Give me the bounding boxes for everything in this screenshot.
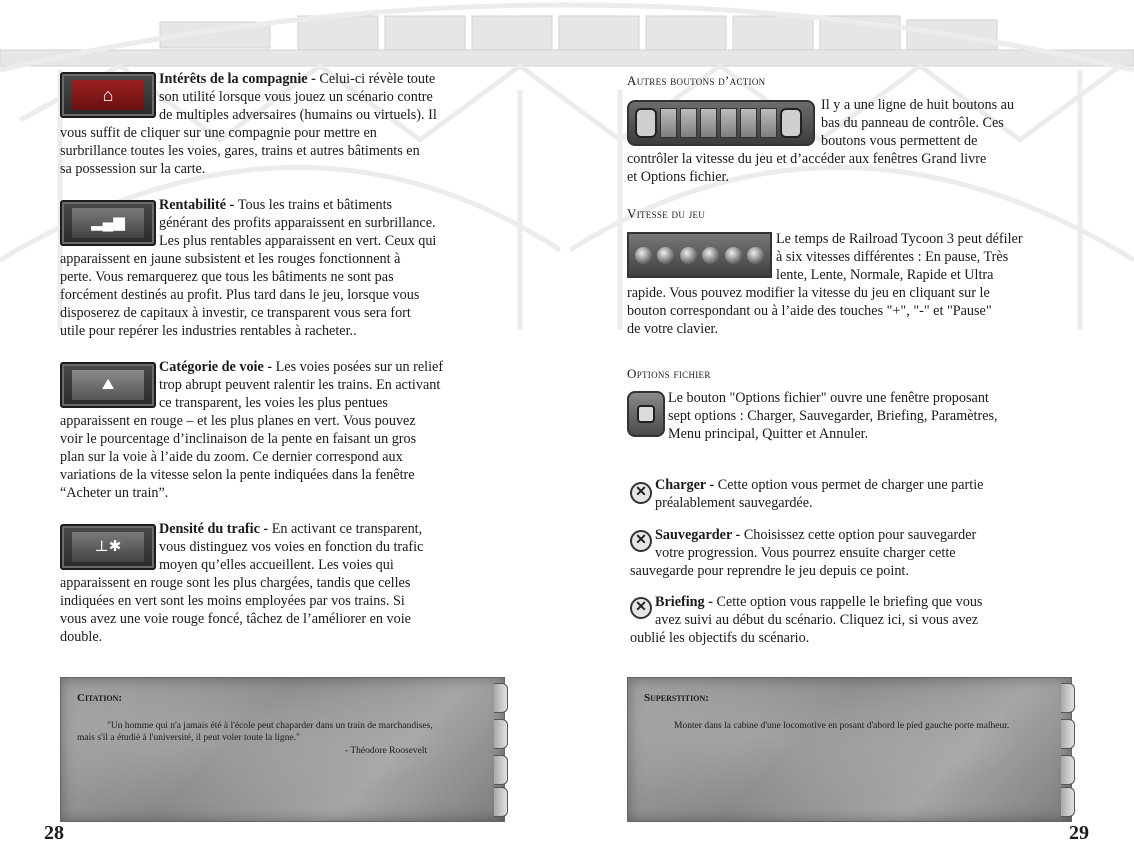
superstition-title: Superstition: — [644, 692, 709, 704]
file-options-icon — [627, 391, 665, 437]
page-number: 28 — [44, 822, 64, 844]
file-options-entry: Le bouton "Options fichier" ouvre une fenêtre proposant sept options : Charger, Sauvegarder, Briefing, Paramètres, Menu principal, Quitter et Annuler. — [627, 389, 1072, 443]
right-page — [567, 0, 1134, 851]
traffic-density-icon: ⊥✱ — [60, 524, 156, 570]
profitability-entry: ▂▄▆ Rentabilité - Tous les trains et bâtiments générant des profits apparaissent en surbrillance. Les plus rentables apparaissent en vert. Ceux qui apparaissent en jaune subsistent et les rouges fonctionnent à perte. Vous remarquerez que tous les bâtiments ne sont pas forcément destinés au profit. Plus tard dans le jeu, lorsque vous disposerez de capitaux à investir, ce transparent vous sera fort utile pour repérer les industries rentables à racheter.. — [60, 197, 437, 339]
superstition-body: Monter dans la cabine d'une locomotive en posant d'abord le pied gauche porte malheur. — [674, 721, 1010, 731]
load-option: ✕ Charger - Cette option vous permet de charger une partie préalablement sauvegardée. — [630, 476, 1070, 512]
profitability-icon: ▂▄▆ — [60, 200, 156, 246]
close-icon: ✕ — [630, 482, 652, 504]
section-heading: Vitesse du jeu — [627, 206, 706, 221]
track-grade-entry: ⛰ Catégorie de voie - Les voies posées sur un relief trop abrupt peuvent ralentir les trains. En activant ce transparent, les voies les plus pentues apparaissent en rouge – et les plus planes en vert. Vous pouvez voir le pourcentage d’inclinaison de la pente en faisant un gros plan sur la voie à l’aide du zoom. Ce dernier correspond aux variations de la vitesse selon la pente indiquées dans la fenêtre “Acheter un train”. — [60, 359, 444, 501]
superstition-tabs — [1061, 677, 1075, 822]
game-speed-entry: Le temps de Railroad Tycoon 3 peut défiler à six vitesses différentes : En pause, Très lente, Lente, Normale, Rapide et Ultra rapide. Vous pouvez modifier la vitesse du jeu en cliquant sur le bouton correspondant ou à l’aide des touches "+", "-" et "Pause" de votre clavier. — [627, 231, 1023, 337]
track-grade-icon: ⛰ — [60, 362, 156, 408]
citation-title: Citation: — [77, 692, 123, 704]
traffic-density-entry: ⊥✱ Densité du trafic - En activant ce transparent, vous distinguez vos voies en fonction du trafic moyen qu’elles accueillent. Les voies qui apparaissent en rouge sont les plus chargées, tandis que celles indiquées en vert sont les moins employées par vos trains. Si vous avez une voie rouge foncé, tâchez de l’améliorer en voie double. — [60, 521, 424, 645]
section-heading: Options fichier — [627, 366, 711, 381]
close-icon: ✕ — [630, 597, 652, 619]
page-number: 29 — [1069, 822, 1089, 844]
close-icon: ✕ — [630, 530, 652, 552]
citation-sidebar — [60, 677, 505, 822]
action-buttons-strip-icon — [627, 100, 815, 146]
citation-body: "Un homme qui n'a jamais été à l'école peut chaparder dans un train de marchandises, mais s'il a étudié à l'université, il peut voler toute la ligne." — [77, 721, 433, 743]
superstition-sidebar — [627, 677, 1072, 822]
company-interests-entry: ⌂ Intérêts de la compagnie - Celui-ci révèle toute son utilité lorsque vous jouez un scénario contre de multiples adversaires (humains ou virtuels). Il vous suffit de cliquer sur une compagnie pour mettre en surbrillance toutes les voies, gares, trains et autres bâtiments en sa possession sur la carte. — [60, 71, 437, 177]
section-heading: Autres boutons d’action — [627, 73, 766, 88]
citation-author: - Théodore Roosevelt — [345, 746, 428, 756]
speed-buttons-icon — [627, 232, 772, 278]
company-interests-icon: ⌂ — [60, 72, 156, 118]
briefing-option: ✕ Briefing - Cette option vous rappelle le briefing que vous avez suivi au début du scénario. Cliquez ici, si vous avez oublié les objectifs du scénario. — [630, 594, 983, 646]
action-buttons-entry: Il y a une ligne de huit boutons au bas du panneau de contrôle. Ces boutons vous permettent de contrôler la vitesse du jeu et d’accéder aux fenêtres Grand livre et Options fichier. — [627, 97, 1015, 185]
citation-tabs — [494, 677, 508, 822]
entry-title: Intérêts de la compagnie — [159, 71, 308, 87]
save-option: ✕ Sauvegarder - Choisissez cette option pour sauvegarder votre progression. Vous pourrez ensuite charger cette sauvegarde pour reprendre le jeu depuis ce point. — [630, 527, 977, 579]
